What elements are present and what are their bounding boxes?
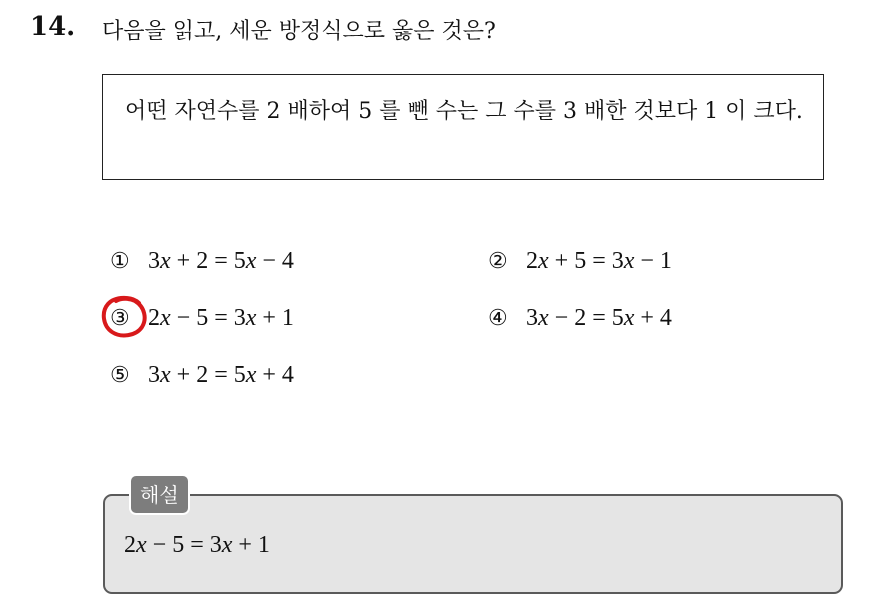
choice-5[interactable] bbox=[110, 362, 294, 389]
choice-5-number: ⑤ bbox=[110, 363, 130, 388]
solution-equation: 2x − 5 = 3x + 1 bbox=[124, 532, 270, 558]
choice-4[interactable] bbox=[488, 305, 672, 332]
choice-1[interactable] bbox=[110, 248, 294, 275]
condition-box bbox=[102, 74, 824, 180]
choice-1-number: ① bbox=[110, 249, 130, 274]
choice-4-number: ④ bbox=[488, 306, 508, 331]
choice-4-equation: 3x − 2 = 5x + 4 bbox=[526, 305, 672, 331]
condition-text: 어떤 자연수를 2 배하여 5 를 뺀 수는 그 수를 3 배한 것보다 1 이 크다. bbox=[125, 99, 803, 124]
choice-3-number: ③ bbox=[110, 306, 130, 331]
choice-2-equation: 2x + 5 = 3x − 1 bbox=[526, 248, 672, 274]
choice-1-equation: 3x + 2 = 5x − 4 bbox=[148, 248, 294, 274]
choice-5-equation: 3x + 2 = 5x + 4 bbox=[148, 362, 294, 388]
choice-2[interactable] bbox=[488, 248, 672, 275]
solution-tag: 해설 bbox=[129, 474, 190, 515]
question-number: 14. bbox=[30, 12, 76, 42]
answer-mark-circle-icon bbox=[99, 293, 151, 339]
question-stem: 다음을 읽고, 세운 방정식으로 옳은 것은? bbox=[102, 19, 496, 44]
choice-3-equation: 2x − 5 = 3x + 1 bbox=[148, 305, 294, 331]
choice-2-number: ② bbox=[488, 249, 508, 274]
